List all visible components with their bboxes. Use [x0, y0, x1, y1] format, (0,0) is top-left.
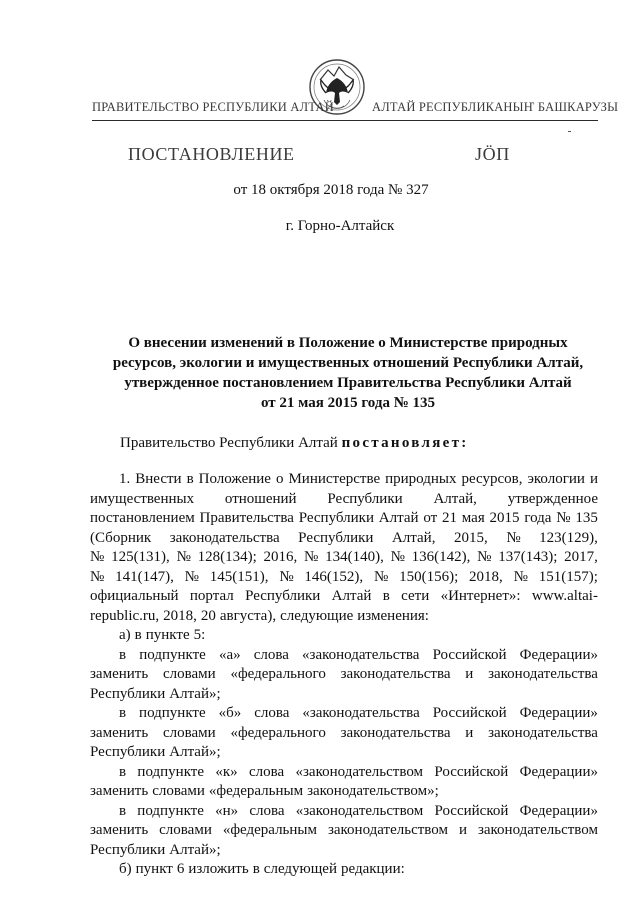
- body-line: republic.ru, 2018, 20 августа), следующие изменения:: [90, 607, 429, 624]
- title-line: от 21 мая 2015 года № 135: [260, 395, 436, 411]
- body-line: Республики Алтай»;: [90, 744, 221, 760]
- body-line: в подпункте «б» слова «законодательства Российской Федерации»: [119, 705, 598, 721]
- body-line: в подпункте «а» слова «законодательства Российской Федерации»: [119, 646, 598, 663]
- body-line: а) в пункте 5:: [119, 627, 206, 643]
- header-divider: [92, 120, 598, 121]
- preamble-text: Правительство Республики Алтай: [120, 435, 338, 451]
- body-line: 1. Внести в Положение о Министерстве природных ресурсов, экологии и: [119, 471, 598, 487]
- document-city: г. Горно-Алтайск: [285, 218, 395, 234]
- title-line: утвержденное постановлением Правительства Республики Алтай: [124, 375, 572, 391]
- body-line: в подпункте «н» слова «законодательством Российской Федерации»: [119, 802, 598, 819]
- document-title: [88, 333, 608, 413]
- preamble: [120, 435, 469, 452]
- government-name-altai: АЛТАЙ РЕСПУБЛИКАНЫҤ БАШКАРУЗЫ: [372, 100, 619, 114]
- body-line: заменить словами «федерального законодательства и законодательства: [90, 724, 598, 741]
- document-date-number: от 18 октября 2018 года № 327: [233, 182, 429, 198]
- title-line: О внесении изменений в Положение о Министерстве природных: [128, 335, 568, 351]
- body-line: в подпункте «к» слова «законодательством Российской Федерации»: [119, 763, 598, 780]
- body-line: Республики Алтай»;: [90, 841, 221, 858]
- document-body: [90, 470, 598, 880]
- title-line: ресурсов, экологии и имущественных отношений Республики Алтай,: [112, 355, 584, 371]
- body-line: постановлением Правительства Республики Алтай от 21 мая 2015 года № 135: [90, 510, 598, 526]
- body-line: № 125(131), № 128(134); 2016, № 134(140), № 136(142), № 137(143); 2017,: [90, 549, 598, 565]
- document-type-russian: ПОСТАНОВЛЕНИЕ: [128, 144, 295, 164]
- body-line: б) пункт 6 изложить в следующей редакции:: [119, 861, 405, 877]
- government-name-russian: ПРАВИТЕЛЬСТВО РЕСПУБЛИКИ АЛТАЙ: [92, 100, 334, 114]
- preamble-keyword: постановляет:: [341, 435, 469, 451]
- body-line: заменить словами «федеральным законодательством и законодательством: [90, 822, 598, 838]
- body-line: заменить словами «федерального законодательства и законодательства: [90, 666, 598, 682]
- body-line: (Сборник законодательства Республики Алтай, 2015, № 123(129),: [90, 529, 598, 546]
- body-line: заменить словами «федеральным законодательством»;: [90, 783, 439, 799]
- body-line: официальный портал Республики Алтай в сети «Интернет»: www.altai-: [90, 588, 598, 604]
- header-mark: [568, 131, 571, 132]
- body-line: Республики Алтай»;: [90, 685, 221, 702]
- body-line: № 141(147), № 145(151), № 146(152), № 150(156); 2018, № 151(157);: [90, 568, 598, 585]
- document-type-altai: ЈÖП: [475, 144, 510, 164]
- body-line: имущественных отношений Республики Алтай, утвержденное: [90, 490, 598, 507]
